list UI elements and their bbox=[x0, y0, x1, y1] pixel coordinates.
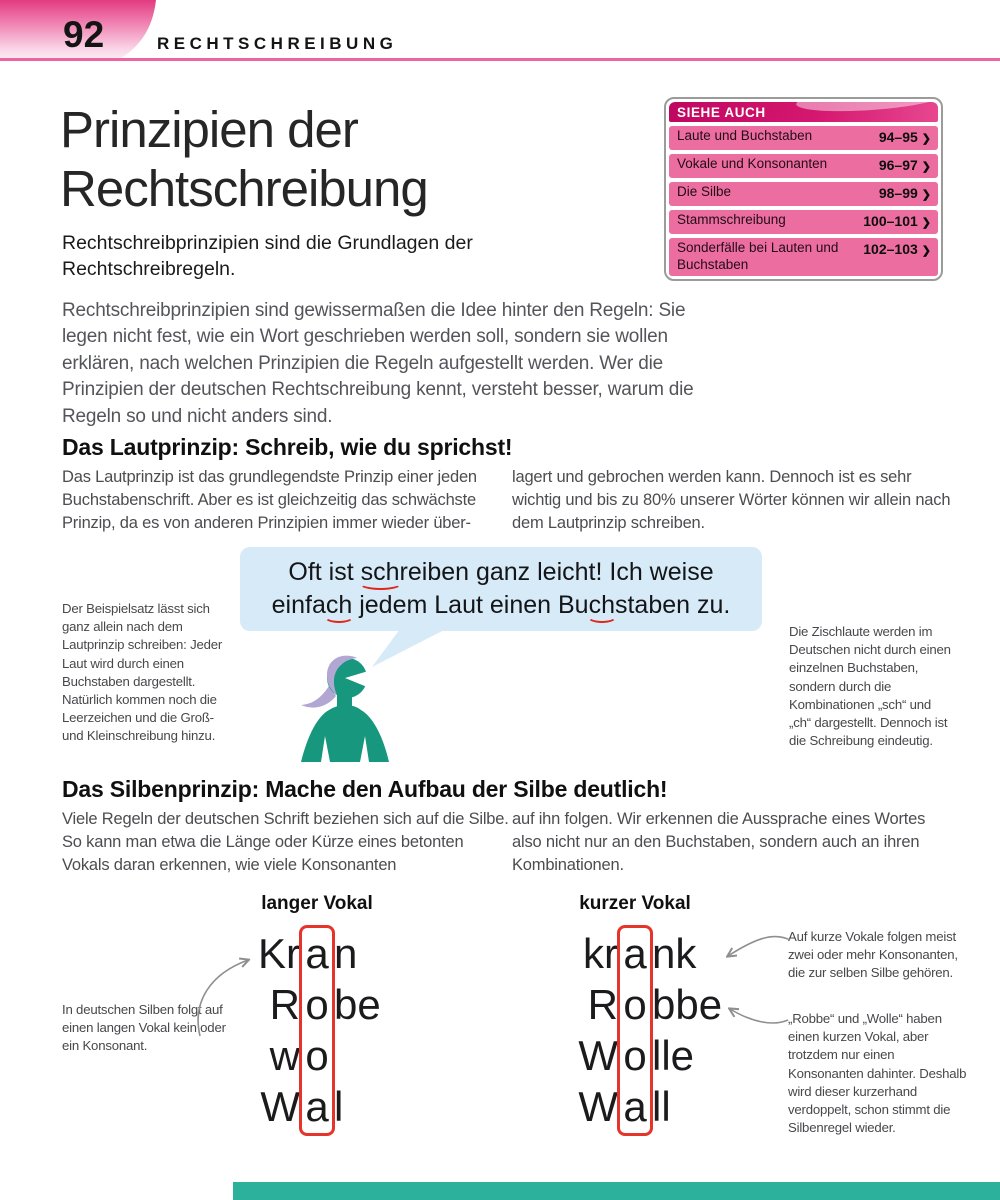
lautprinzip-col-left: Das Lautprinzip ist das grundlegendste Prinzip einer jeden Buchstabenschrift. Aber es ist gleichzeitig das schwächste Prinzip, da es von anderen Prinzipien immer wieder über- bbox=[62, 468, 477, 533]
siehe-auch-pages: 94–95 bbox=[878, 129, 918, 145]
figure-body bbox=[301, 705, 389, 762]
siehe-auch-label: Stammschreibung bbox=[677, 212, 786, 227]
siehe-auch-pages: 102–103 bbox=[863, 241, 918, 257]
speech-bubble-text bbox=[272, 556, 731, 622]
word-part: W bbox=[260, 1082, 300, 1130]
word-part: ll bbox=[652, 1082, 671, 1130]
chevron-right-icon: ❯ bbox=[921, 217, 931, 229]
highlighted-vowel: a bbox=[305, 929, 329, 977]
bubble-text-part: jedem Laut einen Bu bbox=[352, 591, 589, 619]
chapter-title: RECHTSCHREIBUNG bbox=[157, 34, 398, 53]
page-title: Prinzipien der Rechtschreibung bbox=[60, 101, 428, 217]
intro-paragraph: Rechtschreibprinzipien sind gewissermaßen die Idee hinter den Regeln: Sie legen nicht fest, wie ein Wort geschrieben werden soll, sondern sie wollen erklären, nach welchen Prinzipien die Regeln aufgestellt werden. Wer die Prinzipien der deutschen Rechtschreibung kennt, versteht besser, warum die Regeln so und nicht anders sind. bbox=[62, 300, 694, 427]
note-silben-left: In deutschen Silben folgt auf einen langen Vokal kein oder ein Konsonant. bbox=[62, 1002, 226, 1054]
highlighted-vowel: a bbox=[305, 1082, 329, 1130]
word-part: lle bbox=[652, 1031, 695, 1079]
bubble-text-part: staben zu. bbox=[614, 591, 731, 619]
speaker-illustration bbox=[295, 650, 395, 762]
lautprinzip-heading: Das Lautprinzip: Schreib, wie du sprichst! bbox=[62, 434, 513, 460]
word-part: kr bbox=[583, 929, 618, 977]
siehe-auch-item[interactable] bbox=[669, 126, 938, 150]
siehe-auch-pages: 96–97 bbox=[878, 157, 918, 173]
siehe-auch-pages-wrap bbox=[863, 212, 931, 231]
highlighted-vowel: o bbox=[623, 980, 647, 1028]
word-part: Kr bbox=[258, 929, 300, 977]
page-number: 92 bbox=[63, 14, 105, 55]
chevron-right-icon: ❯ bbox=[921, 161, 931, 173]
footer-color-bar bbox=[233, 1182, 1000, 1200]
highlighted-vowel: o bbox=[305, 1031, 329, 1079]
bubble-text-part: Oft ist bbox=[288, 558, 361, 586]
vowel-highlight-box bbox=[299, 925, 335, 1136]
lautprinzip-col-right: lagert und gebrochen werden kann. Dennoch ist es sehr wichtig und bis zu 80% unserer Wörter können wir allein nach dem Lautprinzip schreiben. bbox=[512, 468, 951, 533]
red-arc-underline: ch bbox=[325, 591, 353, 619]
siehe-auch-header: SIEHE AUCH bbox=[669, 102, 938, 122]
page-subtitle: Rechtschreibprinzipien sind die Grundlagen der Rechtschreibregeln. bbox=[62, 232, 473, 280]
chevron-right-icon: ❯ bbox=[921, 189, 931, 201]
siehe-auch-box bbox=[664, 97, 943, 281]
siehe-auch-pages-wrap bbox=[879, 128, 931, 147]
column-heading: kurzer Vokal bbox=[579, 893, 691, 914]
siehe-auch-item[interactable] bbox=[669, 238, 938, 276]
word-part: R bbox=[587, 980, 618, 1028]
highlighted-vowel: a bbox=[623, 929, 647, 977]
siehe-auch-label: Die Silbe bbox=[677, 184, 732, 199]
word-part: nk bbox=[652, 929, 697, 977]
siehe-auch-label: Sonderfälle bei Lauten und Buchstaben bbox=[677, 240, 839, 272]
header-rule bbox=[0, 58, 1000, 61]
chevron-right-icon: ❯ bbox=[921, 133, 931, 145]
arrow-to-robbe bbox=[722, 996, 792, 1030]
siehe-auch-pages: 100–101 bbox=[863, 213, 918, 229]
note-silben-right-top: Auf kurze Vokale folgen meist zwei oder mehr Konsonanten, die zur selben Silbe gehören. bbox=[788, 929, 958, 981]
chevron-right-icon: ❯ bbox=[921, 245, 931, 257]
red-arc-underline: sch bbox=[360, 558, 400, 586]
word-part: W bbox=[578, 1031, 618, 1079]
red-arc-underline: ch bbox=[588, 591, 615, 619]
kurzer-vokal-column bbox=[527, 893, 743, 1132]
word-part: w bbox=[269, 1031, 300, 1079]
highlighted-vowel: o bbox=[305, 980, 329, 1028]
note-lautprinzip-left: Der Beispielsatz lässt sich ganz allein nach dem Lautprinzip schreiben: Jeder Laut wird durch einen Buchstaben dargestellt. Natürlich kommen noch die Leerzeichen und die Groß- und Kleinschreibung hinzu. bbox=[62, 601, 223, 744]
speech-bubble bbox=[240, 547, 762, 631]
note-silben-right-bottom: „Robbe“ und „Wolle“ haben einen kurzen Vokal, aber trotzdem nur einen Konsonanten dahinter. Deshalb wird dieser kurzerhand verdoppelt, schon stimmt die Silbenregel wieder. bbox=[788, 1011, 967, 1136]
siehe-auch-item[interactable] bbox=[669, 210, 938, 234]
siehe-auch-item[interactable] bbox=[669, 182, 938, 206]
silbenprinzip-heading: Das Silbenprinzip: Mache den Aufbau der Silbe deutlich! bbox=[62, 776, 668, 802]
arrow-to-kran bbox=[190, 940, 268, 1040]
silbenprinzip-col-right: auf ihn folgen. Wir erkennen die Aussprache eines Wortes also nicht nur an den Buchstaben, sondern auch an ihren Kombinationen. bbox=[512, 810, 926, 875]
siehe-auch-label: Vokale und Konsonanten bbox=[677, 156, 828, 171]
siehe-auch-pages: 98–99 bbox=[878, 185, 918, 201]
word-part: bbe bbox=[652, 980, 723, 1028]
word-part: W bbox=[578, 1082, 618, 1130]
bubble-text-part: einfa bbox=[271, 591, 326, 619]
word-list bbox=[527, 928, 743, 1132]
siehe-auch-pages-wrap bbox=[863, 240, 931, 259]
siehe-auch-label: Laute und Buchstaben bbox=[677, 128, 813, 143]
silbenprinzip-col-left: Viele Regeln der deutschen Schrift beziehen sich auf die Silbe. So kann man etwa die Länge oder Kürze eines betonten Vokals daran erkennen, wie viele Konsonanten bbox=[62, 810, 509, 875]
siehe-auch-pages-wrap bbox=[879, 156, 931, 175]
highlighted-vowel: a bbox=[623, 1082, 647, 1130]
vowel-highlight-box bbox=[617, 925, 653, 1136]
word-part: n bbox=[334, 929, 358, 977]
word-part: l bbox=[334, 1082, 344, 1130]
note-lautprinzip-right: Die Zischlaute werden im Deutschen nicht durch einen einzelnen Buchstaben, sondern durch die Kombinationen „sch“ und „ch“ dargestellt. Dennoch ist die Schreibung eindeutig. bbox=[789, 624, 951, 749]
column-heading: langer Vokal bbox=[261, 893, 373, 914]
siehe-auch-list bbox=[669, 126, 938, 276]
word-part: be bbox=[334, 980, 381, 1028]
bubble-text-part: reiben ganz leicht! Ich weise bbox=[399, 558, 714, 586]
highlighted-vowel: o bbox=[623, 1031, 647, 1079]
arrow-to-krank bbox=[718, 930, 794, 970]
siehe-auch-pages-wrap bbox=[879, 184, 931, 203]
word-part: R bbox=[269, 980, 300, 1028]
siehe-auch-item[interactable] bbox=[669, 154, 938, 178]
